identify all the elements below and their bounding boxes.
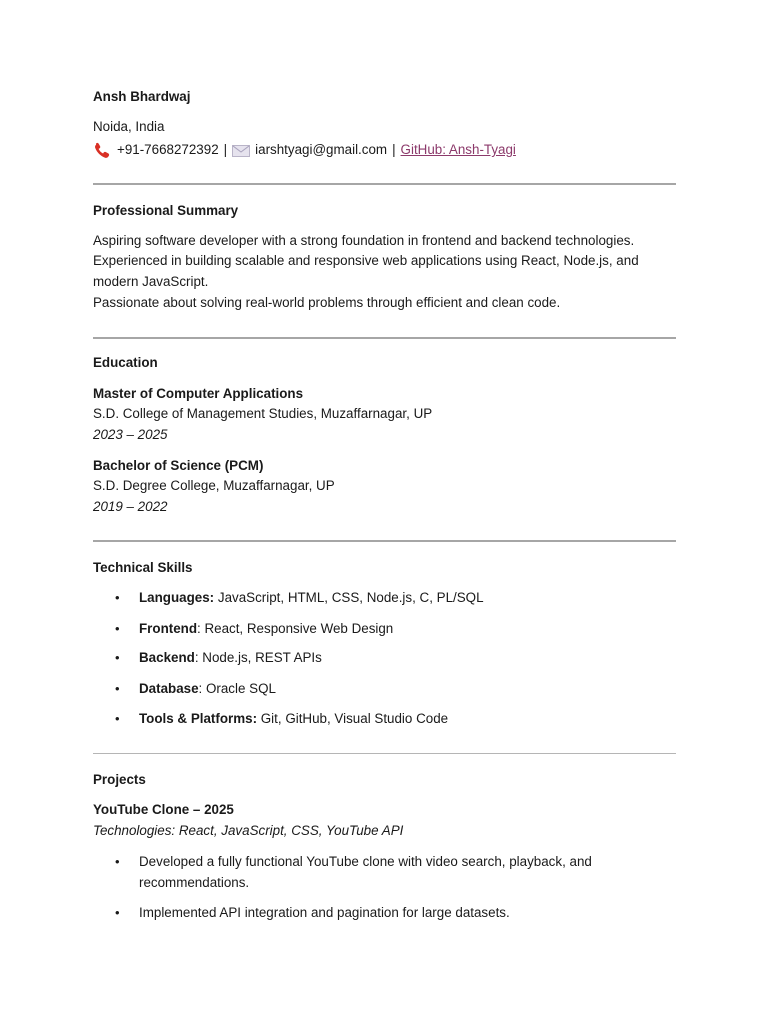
summary-line: modern JavaScript. (93, 274, 209, 289)
section-divider (93, 753, 676, 754)
bullet-icon: • (115, 621, 120, 636)
degree-title: Master of Computer Applications (93, 386, 304, 401)
contact-separator: | (392, 142, 396, 157)
section-divider (93, 540, 676, 542)
candidate-name: Ansh Bhardwaj (93, 89, 191, 104)
bullet-icon: • (115, 854, 120, 869)
education-years: 2023 – 2025 (93, 427, 168, 442)
school-name: S.D. College of Management Studies, Muzaffarnagar, UP (93, 406, 433, 421)
email-address: iarshtyagi@gmail.com (255, 142, 388, 157)
github-link[interactable]: GitHub: Ansh-Tyagi (400, 142, 516, 157)
section-divider (93, 337, 676, 339)
skill-value: : Oracle SQL (198, 681, 276, 696)
education-years: 2019 – 2022 (93, 499, 168, 514)
bullet-icon: • (115, 590, 120, 605)
skill-label: Tools & Platforms: (139, 711, 258, 726)
degree-title: Bachelor of Science (PCM) (93, 458, 264, 473)
bullet-icon: • (115, 650, 120, 665)
skill-label: Frontend (139, 621, 198, 636)
bullet-icon: • (115, 905, 120, 920)
bullet-icon: • (115, 711, 120, 726)
skill-label: Database (139, 681, 199, 696)
envelope-icon (232, 144, 250, 156)
contact-row (93, 141, 516, 159)
school-name: S.D. Degree College, Muzaffarnagar, UP (93, 478, 335, 493)
skill-value: : React, Responsive Web Design (197, 621, 394, 636)
section-heading-projects: Projects (93, 772, 146, 787)
skill-label: Languages: (139, 590, 215, 605)
section-heading-summary: Professional Summary (93, 203, 239, 218)
skill-label: Backend (139, 650, 195, 665)
section-heading-skills: Technical Skills (93, 560, 193, 575)
location: Noida, India (93, 119, 165, 134)
skill-value: JavaScript, HTML, CSS, Node.js, C, PL/SQL (214, 590, 484, 605)
bullet-icon: • (115, 681, 120, 696)
phone-number: +91-7668272392 (117, 142, 219, 157)
project-title: YouTube Clone – 2025 (93, 802, 234, 817)
skill-value: Git, GitHub, Visual Studio Code (257, 711, 449, 726)
section-heading-education: Education (93, 355, 158, 370)
phone-icon (93, 142, 111, 158)
contact-separator: | (223, 142, 228, 157)
project-technologies: Technologies: React, JavaScript, CSS, YouTube API (93, 823, 404, 838)
project-bullet-text: Implemented API integration and pagination for large datasets. (139, 905, 510, 920)
summary-line: Passionate about solving real-world problems through efficient and clean code. (93, 295, 561, 310)
section-divider (93, 183, 676, 185)
skill-value: : Node.js, REST APIs (194, 650, 322, 665)
summary-line: Experienced in building scalable and responsive web applications using React, Node.js, and (93, 253, 639, 268)
summary-line: Aspiring software developer with a strong foundation in frontend and backend technologies. (93, 233, 635, 248)
project-bullet-text: Developed a fully functional YouTube clone with video search, playback, and recommendations. (139, 854, 592, 890)
